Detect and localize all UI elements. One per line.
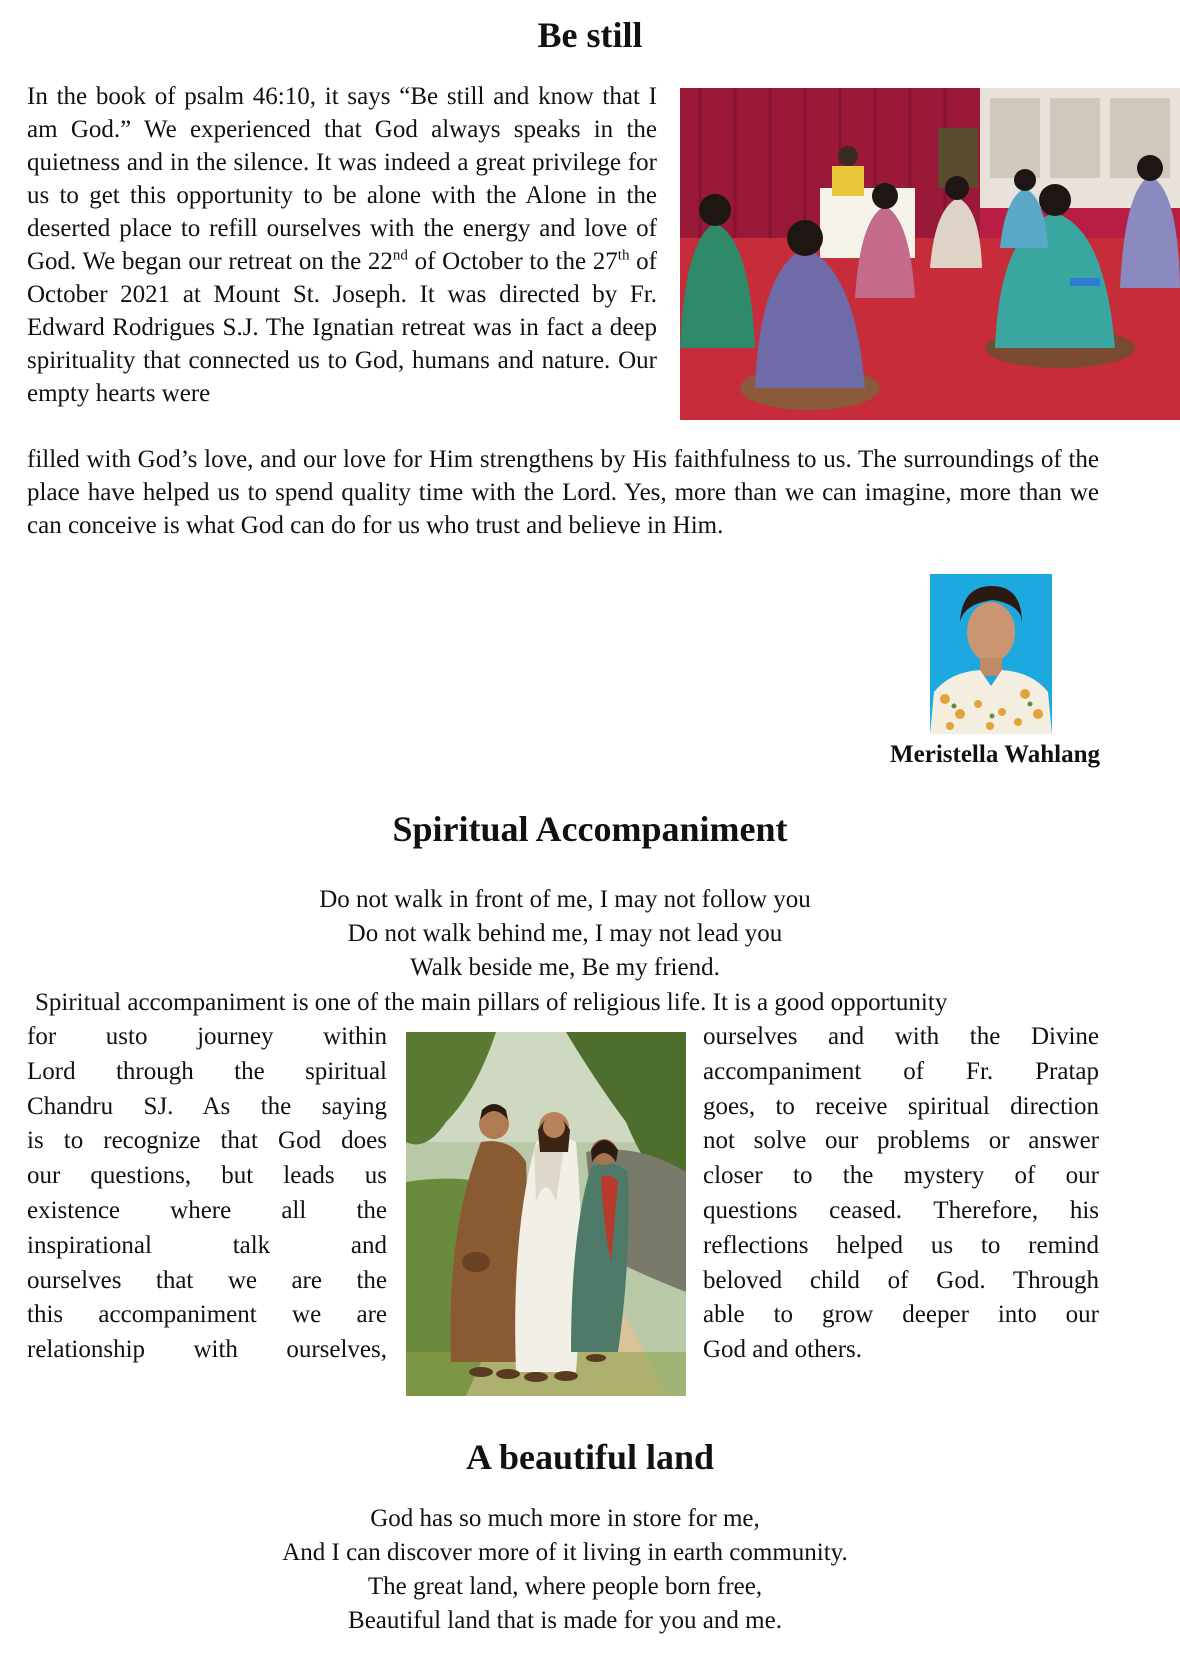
accompaniment-right-column <box>703 1020 1099 1368</box>
column-line: this accompaniment we are <box>27 1301 387 1329</box>
ordinal-suffix: nd <box>392 247 408 264</box>
column-line: questions ceased. Therefore, his <box>703 1196 1099 1224</box>
poem-line: And I can discover more of it living in earth community. <box>282 1539 848 1566</box>
column-line: inspirational talk and <box>27 1231 387 1259</box>
column-line: existence where all the <box>27 1196 387 1224</box>
poem-line: Walk beside me, Be my friend. <box>410 954 720 981</box>
column-line: closer to the mystery of our <box>703 1162 1099 1190</box>
column-line: ourselves and with the Divine <box>703 1023 1099 1050</box>
column-line: not solve our problems or answer <box>703 1127 1099 1155</box>
accompaniment-left-column <box>27 1020 387 1368</box>
column-line: able to grow deeper into our <box>703 1301 1099 1329</box>
column-line: God and others. <box>703 1336 862 1364</box>
column-line: relationship with ourselves, <box>27 1336 387 1364</box>
poem-line: Do not walk in front of me, I may not follow you <box>319 886 811 913</box>
column-line: beloved child of God. Through <box>703 1266 1099 1294</box>
retreat-paragraph-continued: filled with God’s love, and our love for Him strengthens by His faithfulness to us. The surroundings of the place have helped us to spend quality time with the Lord. Yes, more than we can imagine, more than we can conceive is what God can do for us who trust and believe in Him. <box>27 446 1099 539</box>
poem-line: Do not walk behind me, I may not lead you <box>347 920 783 947</box>
accompaniment-poem <box>0 883 1130 985</box>
column-line: reflections helped us to remind <box>703 1231 1099 1259</box>
retreat-paragraph <box>27 80 657 410</box>
poem-line: God has so much more in store for me, <box>370 1505 760 1532</box>
column-line: our questions, but leads us <box>27 1162 387 1190</box>
column-line: Lord through the spiritual <box>27 1057 387 1085</box>
column-line: ourselves that we are the <box>27 1266 387 1294</box>
section-title-spiritual-accompaniment: Spiritual Accompaniment <box>392 809 788 849</box>
road-to-emmaus-painting <box>406 1032 686 1396</box>
retreat-photo <box>680 88 1180 420</box>
author-portrait <box>930 574 1052 734</box>
poem-line: Beautiful land that is made for you and me. <box>348 1607 782 1634</box>
section-title-beautiful-land: A beautiful land <box>465 1437 715 1477</box>
column-line: accompaniment of Fr. Pratap <box>703 1057 1099 1085</box>
section-title-be-still: Be still <box>537 15 643 55</box>
column-line: for usto journey within <box>27 1023 387 1050</box>
poem-line: The great land, where people born free, <box>367 1573 763 1600</box>
ordinal-suffix: th <box>617 247 630 264</box>
column-line: is to recognize that God does <box>27 1127 387 1155</box>
column-line: Chandru SJ. As the saying <box>27 1092 387 1120</box>
paragraph-text: of October 2021 at Mount St. Joseph. It was directed by Fr. Edward Rodrigues S.J. The Ignatian retreat was in fact a deep spirituality that connected us to God, humans and nature. Our empty hearts were <box>27 248 658 407</box>
beautiful-land-poem <box>0 1502 1130 1638</box>
accompaniment-lead-line: Spiritual accompaniment is one of the main pillars of religious life. It is a good opportunity <box>35 989 948 1016</box>
paragraph-text: of October to the 27 <box>407 248 618 275</box>
author-name: Meristella Wahlang <box>890 741 1100 768</box>
paragraph-text: In the book of psalm 46:10, it says “Be still and know that I am God.” We experienced that God always speaks in the quietness and in the silence. It was indeed a great privilege for us to get this opportunity to be alone with the Alone in the deserted place to refill ourselves with the energy and love of God. We began our retreat on the 22 <box>27 83 657 275</box>
column-line: goes, to receive spiritual direction <box>703 1092 1099 1120</box>
